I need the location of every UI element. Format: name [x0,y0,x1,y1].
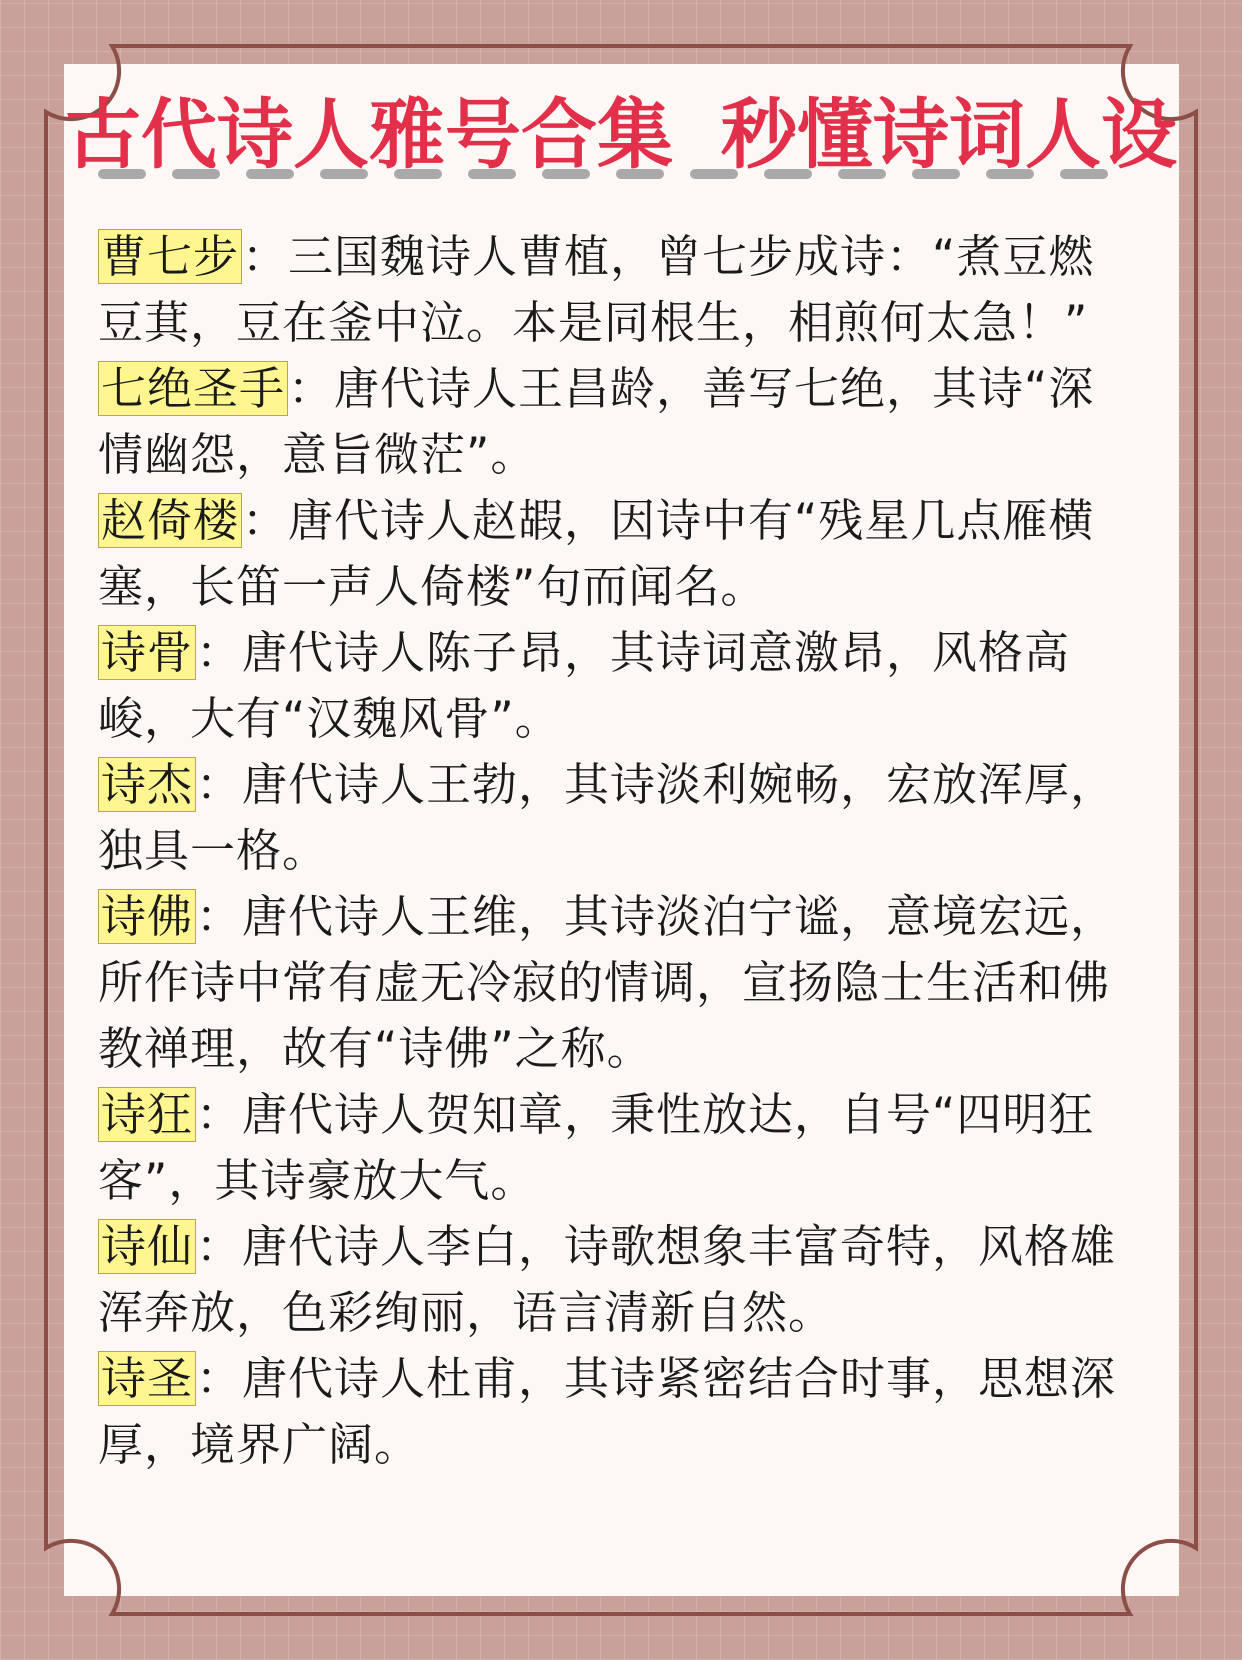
entry-name-highlight: 赵倚楼 [98,493,242,548]
entry-shisheng [98,1346,1136,1478]
entry-description: ：唐代诗人王勃，其诗淡利婉畅，宏放浑厚，独具一格。 [98,758,1117,877]
entry-name-highlight: 诗圣 [98,1351,196,1406]
entry-shikuang [98,1082,1136,1214]
entry-name-highlight: 诗狂 [98,1087,196,1142]
entry-shijie [98,752,1136,884]
entry-shixian [98,1214,1136,1346]
entry-name-highlight: 诗仙 [98,1219,196,1274]
entry-name-highlight: 诗佛 [98,889,196,944]
entry-shifo [98,884,1136,1082]
entry-cao-qibu [98,224,1136,356]
entry-name-highlight: 诗杰 [98,757,196,812]
entry-name-highlight: 诗骨 [98,625,196,680]
entry-zhao-yilou [98,488,1136,620]
title-part-2: 秒懂诗词人设 [721,90,1177,179]
entry-list [98,224,1136,1478]
entry-description: ：唐代诗人杜甫，其诗紧密结合时事，思想深厚，境界广阔。 [98,1352,1117,1471]
title-divider [96,167,1146,181]
entry-description: ：唐代诗人陈子昂，其诗词意激昂，风格高峻，大有“汉魏风骨”。 [98,626,1071,745]
entry-name-highlight: 曹七步 [98,229,242,284]
entry-name-highlight: 七绝圣手 [98,361,288,416]
entry-description: ：三国魏诗人曹植，曾七步成诗：“煮豆燃豆萁，豆在釜中泣。本是同根生，相煎何太急！” [98,230,1095,349]
entry-description: ：唐代诗人李白，诗歌想象丰富奇特，风格雄浑奔放，色彩绚丽，语言清新自然。 [98,1220,1117,1339]
entry-description: ：唐代诗人王昌龄，善写七绝，其诗“深情幽怨，意旨微茫”。 [98,362,1095,481]
entry-description: ：唐代诗人贺知章，秉性放达，自号“四明狂客”，其诗豪放大气。 [98,1088,1095,1207]
entry-qijue-shengshou [98,356,1136,488]
entry-shigu [98,620,1136,752]
title-part-1: 古代诗人雅号合集 [65,90,673,179]
entry-description: ：唐代诗人赵嘏，因诗中有“残星几点雁横塞，长笛一声人倚楼”句而闻名。 [98,494,1095,613]
entry-description: ：唐代诗人王维，其诗淡泊宁谧，意境宏远，所作诗中常有虚无冷寂的情调，宣扬隐士生活和佛教禅理，故有“诗佛”之称。 [98,890,1117,1075]
